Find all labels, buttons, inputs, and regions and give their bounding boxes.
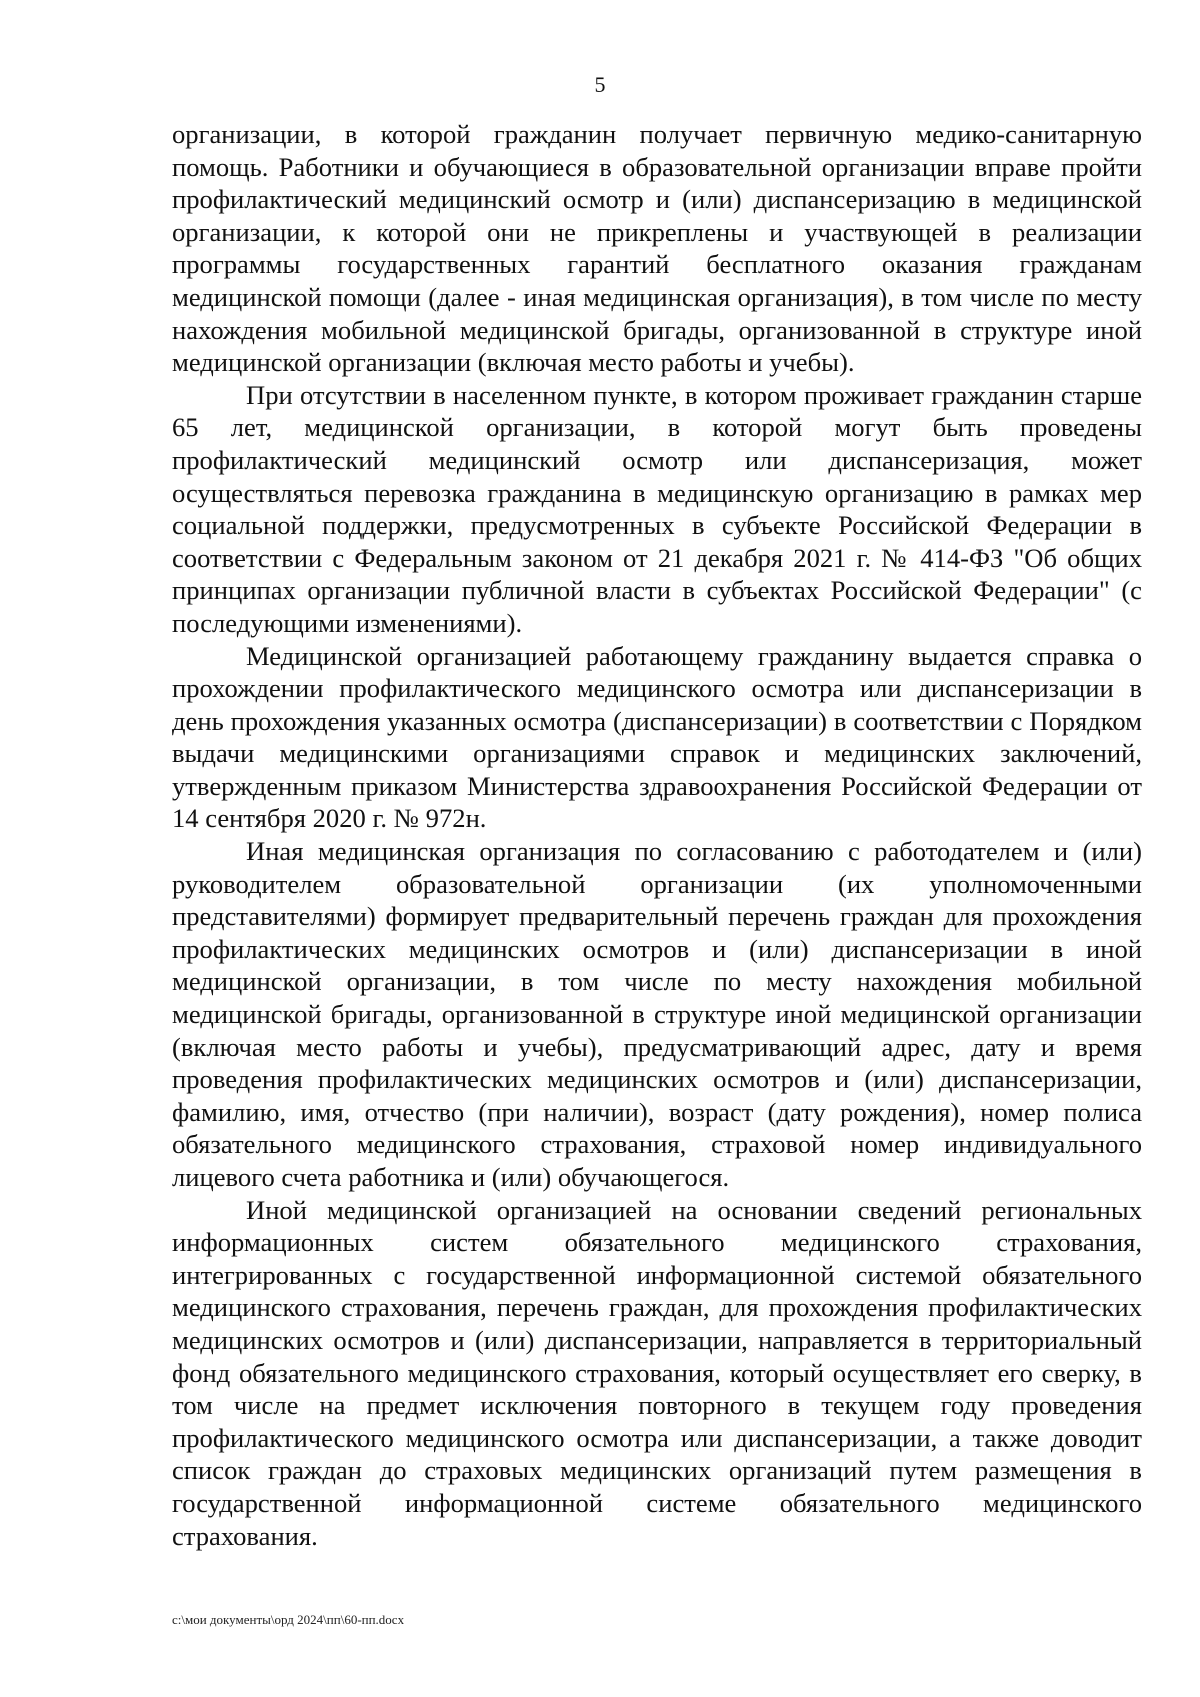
document-body (172, 118, 1142, 1552)
footer-file-path: c:\мои документы\орд 2024\пп\60-пп.docx (172, 1612, 405, 1627)
paragraph-list-reconciliation: Иной медицинской организацией на основании сведений региональных информационных систем обязательного медицинского страхования, интегрированных с государственной информационной системой обязательного медицинского страхования, перечень граждан, для прохождения профилактических медицинских осмотров и (или) диспансеризации, направляется в территориальный фонд обязательного медицинского страхования, который осуществляет его сверку, в том числе на предмет исключения повторного в текущем году проведения профилактического медицинского осмотра или диспансеризации, а также доводит список граждан до страховых медицинских организаций путем размещения в государственной информационной системе обязательного медицинского страхования. (172, 1194, 1142, 1551)
paragraph-preliminary-list: Иная медицинская организация по согласованию с работодателем и (или) руководителем образовательной организации (их уполномоченными представителями) формирует предварительный перечень граждан для прохождения профилактических медицинских осмотров и (или) диспансеризации в иной медицинской организации, в том числе по месту нахождения мобильной медицинской бригады, организованной в структуре иной медицинской организации (включая место работы и учебы), предусматривающий адрес, дату и время проведения профилактических медицинских осмотров и (или) диспансеризации, фамилию, имя, отчество (при наличии), возраст (дату рождения), номер полиса обязательного медицинского страхования, страховой номер индивидуального лицевого счета работника и (или) обучающегося. (172, 836, 1142, 1192)
paragraph-certificate: Медицинской организацией работающему гражданину выдается справка о прохождении профилактического медицинского осмотра или диспансеризации в день прохождения указанных осмотра (диспансеризации) в соответствии с Порядком выдачи медицинскими организациями справок и медицинских заключений, утвержденным приказом Министерства здравоохранения Российской Федерации от 14 сентября 2020 г. № 972н. (172, 640, 1142, 834)
paragraph-transport: При отсутствии в населенном пункте, в котором проживает гражданин старше 65 лет, медицинской организации, в которой могут быть проведены профилактический медицинский осмотр или диспансеризация, может осуществляться перевозка гражданина в медицинскую организацию в рамках мер социальной поддержки, предусмотренных в субъекте Российской Федерации в соответствии с Федеральным законом от 21 декабря 2021 г. № 414-ФЗ "Об общих принципах организации публичной власти в субъектах Российской Федерации" (с последующими изменениями). (172, 379, 1142, 638)
page-number: 5 (594, 72, 606, 97)
paragraph-continuation: организации, в которой гражданин получает первичную медико-санитарную помощь. Работники и обучающиеся в образовательной организации вправе пройти профилактический медицинский осмотр и (или) диспансеризацию в медицинской организации, к которой они не прикреплены и участвующей в реализации программы государственных гарантий бесплатного оказания гражданам медицинской помощи (далее - иная медицинская организация), в том числе по месту нахождения мобильной медицинской бригады, организованной в структуре иной медицинской организации (включая место работы и учебы). (172, 119, 1142, 378)
